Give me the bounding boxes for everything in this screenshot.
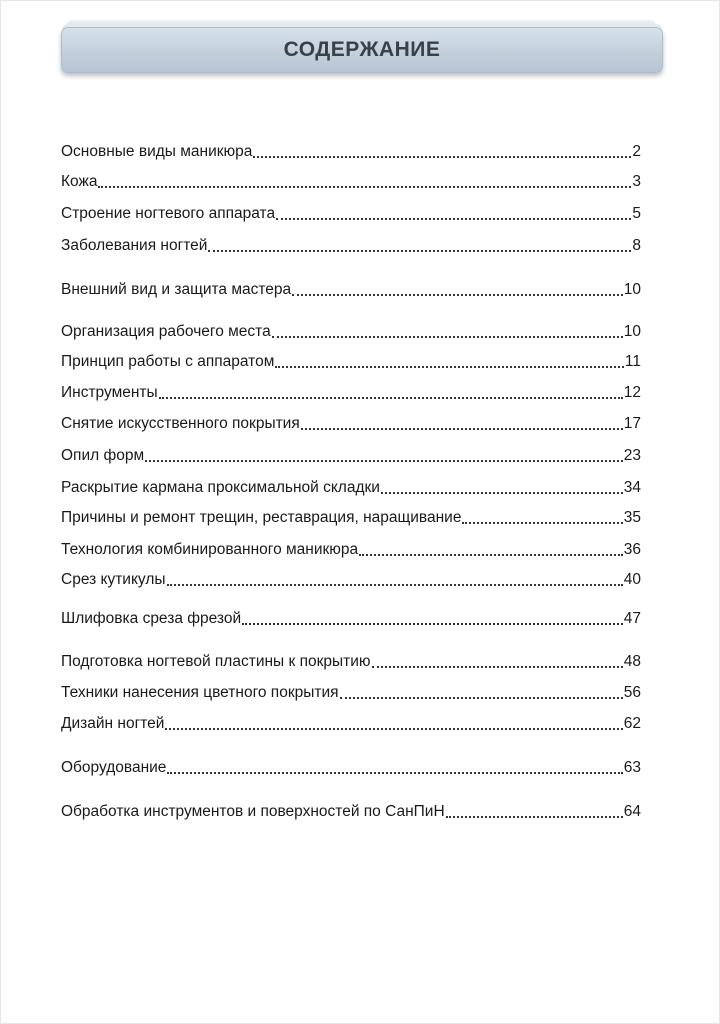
toc-entry[interactable]	[61, 446, 641, 466]
toc-leader-dots	[98, 173, 631, 188]
toc-entry[interactable]	[61, 609, 641, 629]
toc-entry-page: 8	[632, 237, 641, 254]
toc-entry-label: Дизайн ногтей	[61, 715, 165, 732]
toc-leader-dots	[372, 653, 623, 668]
toc-entry-label: Принцип работы с аппаратом	[61, 353, 275, 370]
toc-entry-label: Обработка инструментов и поверхностей по СанПиН	[61, 803, 445, 820]
toc-entry-page: 23	[623, 447, 641, 464]
toc-leader-dots	[145, 447, 623, 462]
toc-entry-label: Причины и ремонт трещин, реставрация, наращивание	[61, 509, 462, 526]
toc-entry[interactable]	[61, 508, 641, 528]
toc-entry-page: 11	[624, 353, 641, 370]
toc-entry-label: Опил форм	[61, 447, 145, 464]
toc-leader-dots	[340, 684, 623, 699]
toc-entry[interactable]	[61, 280, 641, 300]
toc-entry-label: Снятие искусственного покрытия	[61, 415, 300, 432]
toc-entry-label: Срез кутикулы	[61, 571, 166, 588]
toc-entry[interactable]	[61, 540, 641, 560]
toc-entry[interactable]	[61, 322, 641, 342]
toc-entry-label: Технология комбинированного маникюра	[61, 541, 359, 558]
toc-entry-page: 5	[632, 205, 641, 222]
toc-entry-label: Шлифовка среза фрезой	[61, 610, 242, 627]
toc-entry-page: 35	[623, 509, 641, 526]
toc-entry[interactable]	[61, 758, 641, 778]
toc-entry-page: 10	[623, 281, 641, 298]
toc-entry-label: Раскрытие кармана проксимальной складки	[61, 479, 380, 496]
toc-leader-dots	[272, 323, 623, 338]
toc-leader-dots	[381, 479, 623, 494]
toc-entry[interactable]	[61, 802, 641, 822]
toc-leader-dots	[159, 384, 623, 399]
toc-entry-page: 64	[623, 803, 641, 820]
toc-leader-dots	[167, 571, 623, 586]
toc-entry[interactable]	[61, 172, 641, 192]
toc-leader-dots	[301, 415, 623, 430]
toc-entry[interactable]	[61, 714, 641, 734]
toc-entry[interactable]	[61, 414, 641, 434]
toc-entry-page: 12	[623, 384, 641, 401]
toc-entry-page: 47	[623, 610, 641, 627]
toc-leader-dots	[292, 281, 623, 296]
toc-entry[interactable]	[61, 478, 641, 498]
toc-entry-page: 3	[632, 173, 641, 190]
toc-entry-page: 40	[623, 571, 641, 588]
toc-leader-dots	[462, 509, 622, 524]
toc-entry-page: 56	[623, 684, 641, 701]
toc-leader-dots	[446, 803, 623, 818]
toc-entry-label: Внешний вид и защита мастера	[61, 281, 292, 298]
toc-entry-page: 62	[623, 715, 641, 732]
toc-leader-dots	[208, 237, 631, 252]
toc-entry[interactable]	[61, 570, 641, 590]
toc-entry[interactable]	[61, 352, 641, 372]
toc-leader-dots	[242, 610, 623, 625]
toc-leader-dots	[275, 353, 624, 368]
toc-leader-dots	[253, 143, 631, 158]
toc-entry-page: 36	[623, 541, 641, 558]
toc-entry-page: 63	[623, 759, 641, 776]
toc-entry-page: 17	[623, 415, 641, 432]
toc-leader-dots	[165, 715, 622, 730]
toc-entry[interactable]	[61, 236, 641, 256]
title-banner	[61, 27, 663, 73]
toc-entry-page: 34	[623, 479, 641, 496]
toc-entry-label: Подготовка ногтевой пластины к покрытию	[61, 653, 371, 670]
toc-entry-label: Техники нанесения цветного покрытия	[61, 684, 339, 701]
toc-entry[interactable]	[61, 142, 641, 162]
toc-entry-label: Заболевания ногтей	[61, 237, 208, 254]
toc-entry-page: 10	[623, 323, 641, 340]
toc-entry-page: 2	[632, 143, 641, 160]
toc-leader-dots	[359, 541, 623, 556]
toc-entry[interactable]	[61, 383, 641, 403]
toc-entry-label: Основные виды маникюра	[61, 143, 253, 160]
toc-entry-label: Инструменты	[61, 384, 158, 401]
toc-entry-label: Строение ногтевого аппарата	[61, 205, 276, 222]
toc-entry[interactable]	[61, 204, 641, 224]
toc-entry[interactable]	[61, 683, 641, 703]
toc-entry[interactable]	[61, 652, 641, 672]
toc-leader-dots	[276, 205, 631, 220]
toc-entry-page: 48	[623, 653, 641, 670]
toc-entry-label: Организация рабочего места	[61, 323, 271, 340]
page-title: СОДЕРЖАНИЕ	[283, 38, 441, 61]
toc-entry-label: Кожа	[61, 173, 98, 190]
toc-entry-label: Оборудование	[61, 759, 167, 776]
toc-leader-dots	[167, 759, 622, 774]
